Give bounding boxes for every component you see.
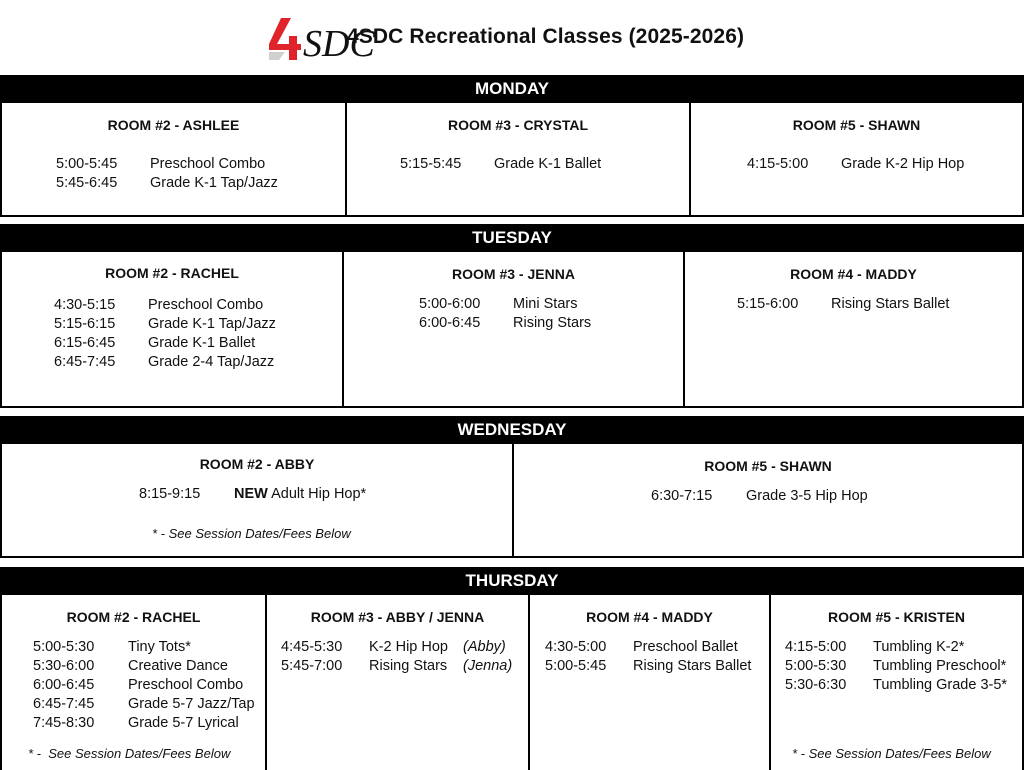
tuesday-room-3: [344, 252, 685, 406]
thursday-header: THURSDAY: [0, 567, 1024, 595]
monday-room-2: [2, 103, 347, 215]
class-name: Preschool Ballet: [633, 639, 738, 655]
class-time: 5:00-5:30: [785, 658, 847, 674]
class-row: [54, 334, 342, 353]
class-row: [56, 174, 345, 193]
class-row: [785, 638, 1022, 657]
class-time: 5:15-5:45: [400, 156, 462, 172]
tuesday-room-2: [2, 252, 344, 406]
tuesday-header: TUESDAY: [0, 224, 1024, 252]
wednesday-room-5: [514, 444, 1022, 556]
class-row: [139, 485, 512, 504]
class-name: Tumbling K-2*: [873, 639, 965, 655]
class-row: [545, 638, 769, 657]
class-name: Mini Stars: [513, 296, 578, 312]
class-name: Preschool Combo: [148, 297, 264, 313]
class-time: 7:45-8:30: [33, 715, 95, 731]
room-title: ROOM #5 - SHAWN: [704, 458, 832, 474]
note-prefix: * -: [28, 746, 41, 761]
room-title: ROOM #3 - CRYSTAL: [447, 117, 588, 133]
new-badge: NEW: [234, 486, 268, 502]
class-time: 4:15-5:00: [785, 639, 847, 655]
class-time: 4:30-5:00: [545, 639, 607, 655]
page-header: [0, 0, 1024, 74]
room-title: ROOM #2 - ASHLEE: [107, 117, 240, 133]
thursday-row: [0, 595, 1024, 770]
room-title: ROOM #4 - MADDY: [586, 609, 713, 625]
class-time: 5:00-5:45: [545, 658, 607, 674]
class-title: Adult Hip Hop*: [271, 486, 367, 502]
tuesday-row: [0, 252, 1024, 408]
class-name: Grade K-1 Tap/Jazz: [150, 175, 278, 191]
instructor-name: (Abby): [463, 639, 506, 655]
monday-room-3: [347, 103, 691, 215]
room-title: ROOM #3 - JENNA: [452, 266, 575, 282]
class-time: 6:00-6:45: [33, 677, 95, 693]
class-time: 6:00-6:45: [419, 315, 481, 331]
class-row: [419, 314, 683, 333]
class-time: 4:30-5:15: [54, 297, 116, 313]
page-title: 4SDC Recreational Classes (2025-2026): [347, 25, 745, 48]
session-note: * - See Session Dates/Fees Below: [152, 526, 351, 541]
thursday-room-5: [771, 595, 1022, 770]
monday-row: [0, 103, 1024, 217]
room-title: ROOM #2 - RACHEL: [66, 609, 201, 625]
class-name: Grade 5-7 Jazz/Tap: [128, 696, 255, 712]
class-name: Rising Stars Ballet: [831, 296, 950, 312]
room-title: ROOM #3 - ABBY / JENNA: [310, 609, 485, 625]
class-name: Tumbling Grade 3-5*: [873, 677, 1008, 693]
class-row: [33, 714, 265, 733]
class-name: Rising Stars: [369, 658, 448, 674]
class-name: Preschool Combo: [128, 677, 244, 693]
class-time: 6:45-7:45: [54, 354, 116, 370]
class-time: 5:30-6:30: [785, 677, 847, 693]
class-time: 5:15-6:15: [54, 316, 116, 332]
room-title: ROOM #2 - RACHEL: [105, 265, 239, 281]
class-row: [400, 155, 689, 174]
class-time: 4:45-5:30: [281, 639, 343, 655]
class-name: Grade K-1 Ballet: [494, 156, 602, 172]
wednesday-room-2: [2, 444, 514, 556]
class-name: Grade 2-4 Tap/Jazz: [148, 354, 275, 370]
thursday-room-4: [530, 595, 771, 770]
class-name: Tumbling Preschool*: [873, 658, 1007, 674]
class-name: Tiny Tots*: [128, 639, 191, 655]
class-time: 5:45-7:00: [281, 658, 343, 674]
class-row: [54, 353, 342, 372]
class-name: Rising Stars: [513, 315, 592, 331]
class-row: [33, 676, 265, 695]
tuesday-room-4: [685, 252, 1022, 406]
class-row: [281, 657, 528, 676]
class-time: 5:00-5:30: [33, 639, 95, 655]
class-name: Creative Dance: [128, 658, 228, 674]
class-row: [33, 657, 265, 676]
class-time: 5:15-6:00: [737, 296, 799, 312]
class-name: [234, 485, 366, 504]
monday-header: MONDAY: [0, 75, 1024, 103]
room-title: ROOM #2 - ABBY: [199, 456, 315, 472]
wednesday-row: [0, 444, 1024, 558]
class-name: Grade 3-5 Hip Hop: [746, 488, 868, 504]
class-row: [54, 315, 342, 334]
note-text: See Session Dates/Fees Below: [48, 746, 231, 761]
instructor-name: (Jenna): [463, 658, 513, 674]
class-row: [785, 657, 1022, 676]
svg-text:SDC: SDC: [303, 23, 375, 65]
class-time: 4:15-5:00: [747, 156, 809, 172]
class-time: 6:30-7:15: [651, 488, 713, 504]
class-name: K-2 Hip Hop: [369, 639, 448, 655]
class-row: [651, 487, 1022, 506]
thursday-room-3: [267, 595, 530, 770]
room-title: ROOM #5 - SHAWN: [792, 117, 921, 133]
class-name: Preschool Combo: [150, 156, 266, 172]
class-row: [419, 295, 683, 314]
class-row: [747, 155, 1022, 174]
class-name: Grade K-1 Ballet: [148, 335, 256, 351]
room-title: ROOM #4 - MADDY: [790, 266, 917, 282]
wednesday-header: WEDNESDAY: [0, 416, 1024, 444]
class-row: [281, 638, 528, 657]
class-row: [785, 676, 1022, 695]
class-row: [54, 296, 342, 315]
session-note: [28, 746, 230, 761]
monday-room-5: [691, 103, 1022, 215]
4sdc-logo: [267, 14, 375, 65]
class-time: 6:15-6:45: [54, 335, 116, 351]
class-time: 6:45-7:45: [33, 696, 95, 712]
class-name: Grade K-1 Tap/Jazz: [148, 316, 276, 332]
class-row: [33, 695, 265, 714]
class-name: Grade K-2 Hip Hop: [841, 156, 965, 172]
room-title: ROOM #5 - KRISTEN: [828, 609, 965, 625]
class-time: 5:00-5:45: [56, 156, 118, 172]
class-row: [33, 638, 265, 657]
class-name: Grade 5-7 Lyrical: [128, 715, 239, 731]
class-name: Rising Stars Ballet: [633, 658, 752, 674]
class-time: 8:15-9:15: [139, 486, 201, 502]
session-note: * - See Session Dates/Fees Below: [792, 746, 991, 761]
class-time: 5:45-6:45: [56, 175, 118, 191]
thursday-room-2: [2, 595, 267, 770]
class-time: 5:30-6:00: [33, 658, 95, 674]
class-row: [56, 155, 345, 174]
class-time: 5:00-6:00: [419, 296, 481, 312]
class-row: [737, 295, 1022, 314]
class-row: [545, 657, 769, 676]
